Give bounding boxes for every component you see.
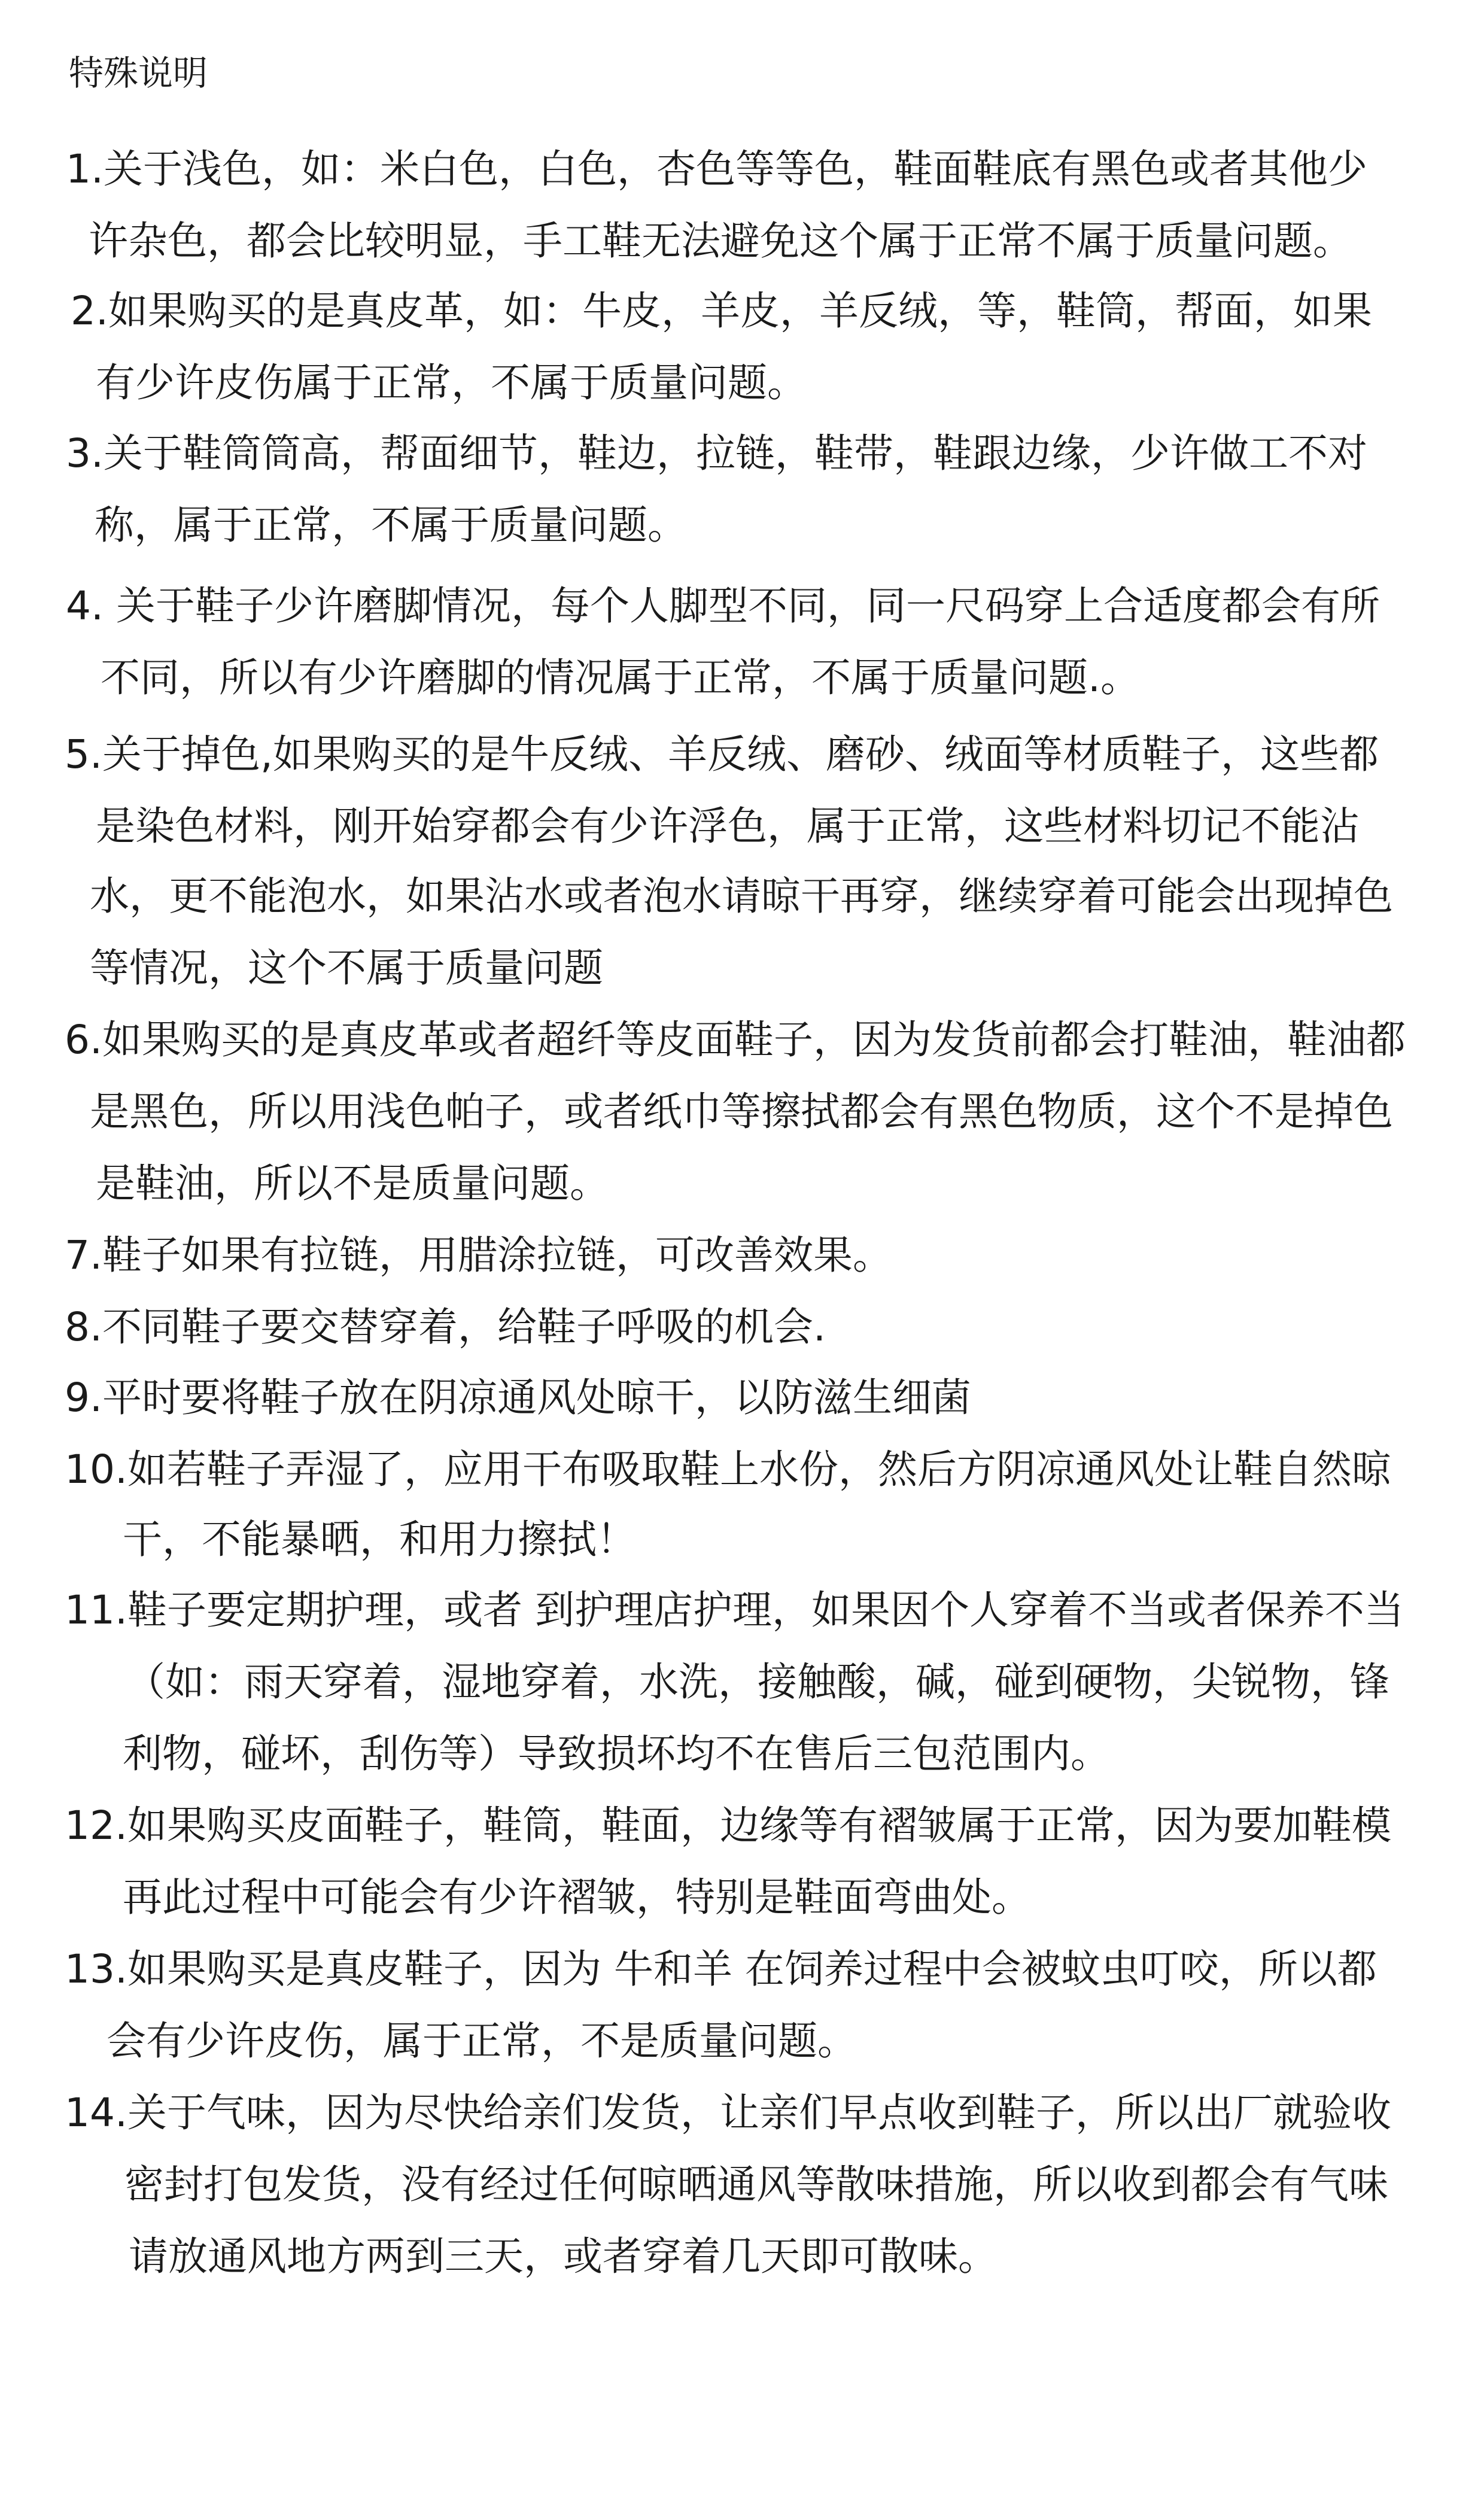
note-line: 10.如若鞋子弄湿了，应用干布吸取鞋上水份，然后方阴凉通风处让鞋自然晾 xyxy=(65,1446,1391,1492)
note-line: 11.鞋子要定期护理，或者 到护理店护理，如果因个人穿着不当或者保养不当 xyxy=(65,1587,1404,1633)
note-line: 7.鞋子如果有拉链，用腊涂拉链，可改善效果。 xyxy=(65,1232,892,1278)
note-line: 是黑色，所以用浅色帕子，或者纸巾等擦拭都会有黑色物质，这个不是掉色 xyxy=(90,1089,1393,1135)
note-line: 6.如果购买的是真皮革或者超纤等皮面鞋子，因为发货前都会打鞋油，鞋油都 xyxy=(65,1017,1406,1063)
note-line: 8.不同鞋子要交替穿着，给鞋子呼吸的机会. xyxy=(65,1304,826,1350)
note-line: 是鞋油，所以不是质量问题。 xyxy=(96,1160,609,1206)
note-line: 14.关于气味，因为尽快给亲们发货，让亲们早点收到鞋子，所以出厂就验收 xyxy=(65,2090,1391,2136)
note-line: 1.关于浅色，如：米白色，白色，杏色等等色，鞋面鞋底有黑色或者其他少 xyxy=(66,146,1367,192)
note-line: 称，属于正常，不属于质量问题。 xyxy=(95,502,687,548)
note-line: 13.如果购买是真皮鞋子，因为 牛和羊 在饲养过程中会被蚊虫叮咬，所以都 xyxy=(65,1946,1377,1992)
note-line: （如：雨天穿着，湿地穿着，水洗，接触酸，碱，碰到硬物，尖锐物，锋 xyxy=(126,1659,1389,1705)
note-line: 5.关于掉色,如果购买的是牛反绒、羊反绒、磨砂、绒面等材质鞋子，这些都 xyxy=(65,731,1379,777)
note-line: 会有少许皮伤，属于正常，不是质量问题。 xyxy=(107,2018,857,2064)
note-line: 4. 关于鞋子少许磨脚情况，每个人脚型不同，同一尺码穿上合适度都会有所 xyxy=(66,583,1380,629)
note-line: 等情况，这个不属于质量问题 xyxy=(90,945,603,991)
page-title: 特殊说明 xyxy=(69,53,208,93)
note-line: 不同，所以有少许磨脚的情况属于正常，不属于质量问题.。 xyxy=(101,655,1140,701)
note-line: 干，不能暴晒，和用力擦拭！ xyxy=(123,1516,636,1562)
note-line: 有少许皮伤属于正常，不属于质量问题。 xyxy=(96,360,807,406)
note-line: 9.平时要将鞋子放在阴凉通风处晾干，以防滋生细菌 xyxy=(65,1375,971,1421)
note-line: 许杂色，都会比较明显，手工鞋无法避免这个属于正常不属于质量问题。 xyxy=(89,218,1352,264)
note-line: 2.如果购买的是真皮革，如：牛皮，羊皮，羊反绒，等，鞋筒，帮面，如果 xyxy=(71,288,1372,334)
note-line: 请放通风地方两到三天，或者穿着几天即可散味。 xyxy=(129,2233,998,2279)
note-line: 3.关于鞋筒筒高，帮面细节，鞋边，拉链，鞋带，鞋跟边缘，少许做工不对 xyxy=(66,430,1367,476)
note-line: 利物，碰坏，刮伤等）导致损坏均不在售后三包范围内。 xyxy=(123,1731,1110,1777)
note-line: 水，更不能泡水，如果沾水或者泡水请晾干再穿，继续穿着可能会出现掉色 xyxy=(90,873,1393,919)
note-line: 是染色材料，刚开始穿都会有少许浮色，属于正常，这些材料切记不能沾 xyxy=(96,803,1360,849)
note-line: 密封打包发货，没有经过任何晾晒通风等散味措施，所以收到都会有气味 xyxy=(124,2161,1388,2208)
note-line: 再此过程中可能会有少许褶皱，特别是鞋面弯曲处。 xyxy=(123,1874,1031,1920)
note-line: 12.如果购买皮面鞋子，鞋筒，鞋面，边缘等有褶皱属于正常，因为要加鞋模 xyxy=(65,1802,1391,1849)
